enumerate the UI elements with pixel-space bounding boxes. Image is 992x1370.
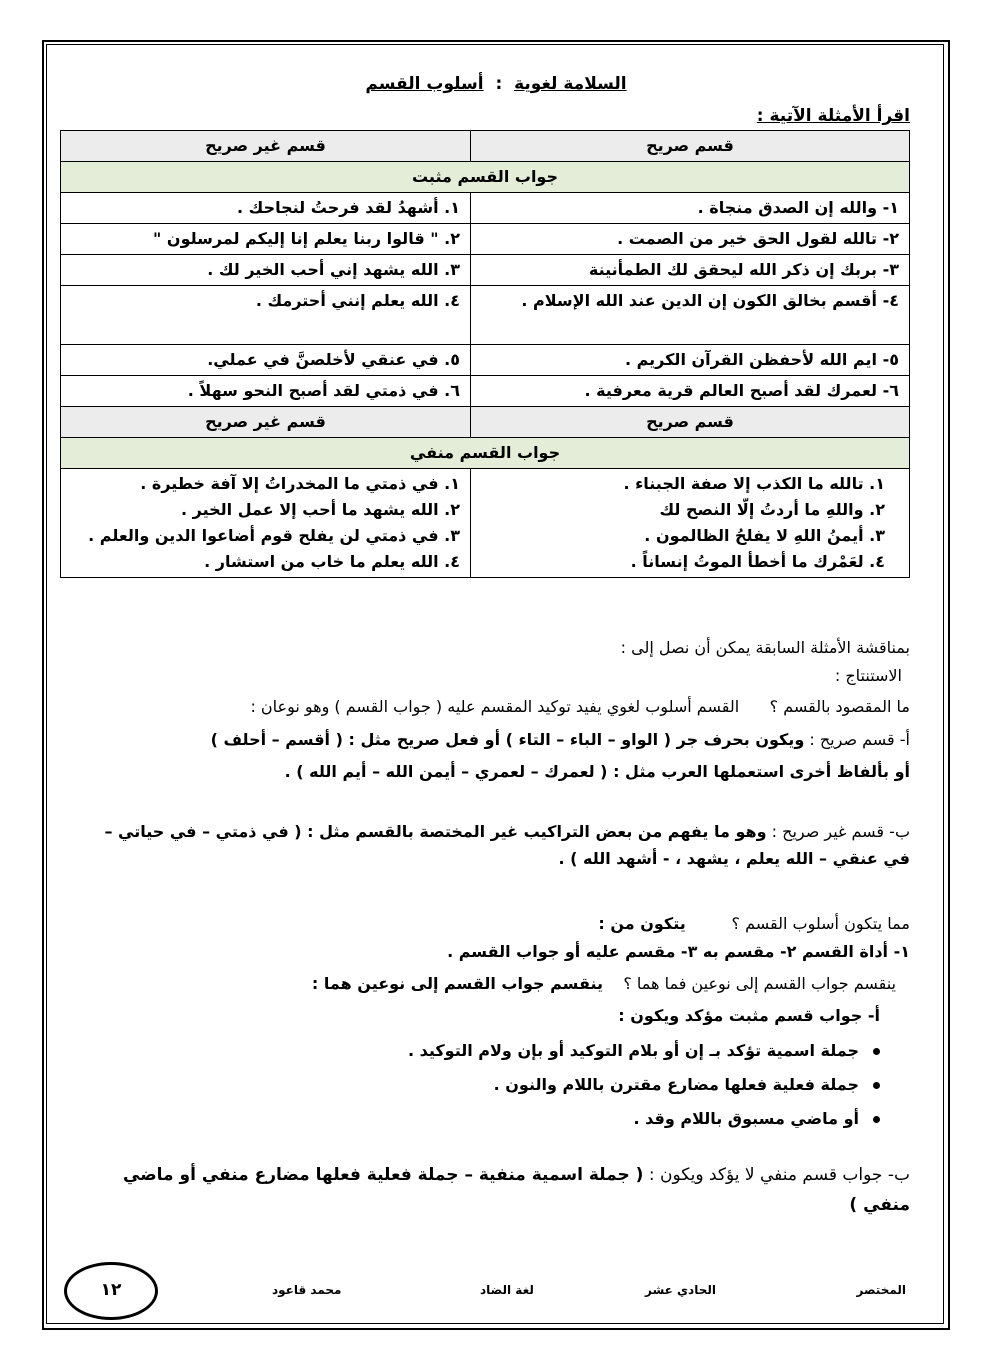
type-a-line <box>80 726 910 753</box>
page-title <box>0 74 992 94</box>
implicit-cell: ٢. " قالوا ربنا يعلم إنا إليكم لمرسلون " <box>61 224 471 255</box>
bullet-icon <box>873 1116 880 1123</box>
list-item: ٣. في ذمتي لن يفلح قوم أضاعوا الدين والعلم . <box>88 526 460 545</box>
list-item <box>50 1102 880 1136</box>
components-question <box>80 910 910 937</box>
list-item: ٤. لعَمْرك ما أخطأ الموتُ إنساناً . <box>630 552 885 571</box>
page-number: ١٢ <box>64 1262 158 1320</box>
list-item <box>50 1034 880 1068</box>
title-separator: : <box>495 74 503 94</box>
footer-author: محمد قاعود <box>272 1283 342 1297</box>
explicit-cell: ١- والله إن الصدق منجاة . <box>471 193 910 224</box>
list-item: ٣. أيمنُ اللهِ لا يفلحُ الظالمون . <box>644 526 885 545</box>
section-affirmed <box>61 162 910 193</box>
table-row <box>61 345 910 376</box>
list-item <box>50 1068 880 1102</box>
definition-line <box>80 693 910 720</box>
explicit-cell: ٦- لعمرك لقد أصبح العالم قرية معرفية . <box>471 376 910 407</box>
header-explicit: قسم صريح <box>471 131 910 162</box>
header-implicit: قسم غير صريح <box>61 407 471 438</box>
negated-text: ( جملة اسمية منفية – جملة فعلية فعلها مضارع منفي أو ماضي منفي ) <box>123 1165 910 1215</box>
negated-explicit-cell <box>471 469 910 578</box>
header-explicit: قسم صريح <box>471 407 910 438</box>
list-item: ١. تالله ما الكذب إلا صفة الجبناء . <box>623 474 885 493</box>
answer-1: القسم أسلوب لغوي يفيد توكيد المقسم عليه ( جواب القسم ) وهو نوعان : <box>250 697 740 716</box>
table-row <box>61 255 910 286</box>
type-a-text: ويكون بحرف جر ( الواو – الباء – التاء ) أو فعل صريح مثل : ( أقسم – أحلف ) <box>210 730 805 749</box>
title-prefix: السلامة لغوية <box>514 74 627 94</box>
answer-2: يتكون من : <box>598 914 686 933</box>
answer-3: ينقسم جواب القسم إلى نوعين هما : <box>311 974 603 993</box>
discussion-intro: بمناقشة الأمثلة السابقة يمكن أن نصل إلى : <box>620 638 910 657</box>
type-b-text: وهو ما يفهم من بعض التراكيب غير المختصة بالقسم مثل : ( في ذمتي – في حياتي – في عنقي – الله يعلم ، يشهد ، - أشهد الله ) . <box>104 822 910 868</box>
explicit-cell: ٣- بربك إن ذكر الله ليحقق لك الطمأنينة <box>471 255 910 286</box>
bullet-text: جملة اسمية تؤكد بـ إن أو بلام التوكيد أو بإن ولام التوكيد . <box>407 1041 859 1060</box>
section-affirmed-label: جواب القسم مثبت <box>61 162 910 193</box>
type-a-text-2: أو بألفاظ أخرى استعملها العرب مثل : ( لعمرك – لعمري – أيمن الله – أيم الله ) . <box>284 762 910 781</box>
implicit-cell: ٦. في ذمتي لقد أصبح النحو سهلاً . <box>61 376 471 407</box>
bullet-icon <box>873 1048 880 1055</box>
section-negated-label: جواب القسم منفي <box>61 438 910 469</box>
list-item: ٢. الله يشهد ما أحب إلا عمل الخير . <box>180 500 460 519</box>
implicit-cell: ٤. الله يعلم إنني أحترمك . <box>61 286 471 345</box>
negated-implicit-cell <box>61 469 471 578</box>
implicit-cell: ٥. في عنقي لأخلصنَّ في عملي. <box>61 345 471 376</box>
footer-grade: الحادي عشر <box>645 1283 716 1297</box>
table-row <box>61 193 910 224</box>
list-item: ٢. واللهِ ما أردتُ إلّا النصح لك <box>659 500 885 519</box>
type-a-label: أ- قسم صريح : <box>809 730 910 749</box>
table-header-row <box>61 131 910 162</box>
explicit-cell: ٤- أقسم بخالق الكون إن الدين عند الله الإسلام . <box>471 286 910 345</box>
table-header-row-2 <box>61 407 910 438</box>
negated-block <box>80 1160 910 1220</box>
negated-label: ب- جواب قسم منفي لا يؤكد ويكون : <box>648 1165 910 1185</box>
instruction: اقرأ الأمثلة الآتية : <box>756 106 910 126</box>
list-item: ٤. الله يعلم ما خاب من استشار . <box>204 552 460 571</box>
section-negated <box>61 438 910 469</box>
type-b-label: ب- قسم غير صريح : <box>771 822 910 841</box>
header-implicit: قسم غير صريح <box>61 131 471 162</box>
affirmed-heading: أ- جواب قسم مثبت مؤكد ويكون : <box>618 1006 880 1025</box>
table-row <box>61 286 910 345</box>
components-list: ١- أداة القسم ٢- مقسم به ٣- مقسم عليه أو جواب القسم . <box>447 942 910 961</box>
list-item: ١. في ذمتي ما المخدراتُ إلا آفة خطيرة . <box>140 474 460 493</box>
conclusion-label: الاستنتاج : <box>834 666 902 685</box>
negated-row <box>61 469 910 578</box>
affirmed-bullets <box>50 1034 880 1136</box>
question-3: ينقسم جواب القسم إلى نوعين فما هما ؟ <box>623 974 896 993</box>
implicit-cell: ١. أشهدُ لقد فرحتُ لنجاحك . <box>61 193 471 224</box>
table-row <box>61 224 910 255</box>
type-b-block <box>80 818 910 872</box>
explicit-cell: ٢- تالله لقول الحق خير من الصمت . <box>471 224 910 255</box>
footer-publisher: المختصر <box>856 1283 906 1297</box>
question-2: مما يتكون أسلوب القسم ؟ <box>731 914 910 933</box>
bullet-text: أو ماضي مسبوق باللام وقد . <box>633 1109 859 1128</box>
footer-subject: لغة الضاد <box>480 1283 534 1297</box>
title-topic: أسلوب القسم <box>365 74 484 94</box>
implicit-cell: ٣. الله يشهد إني أحب الخير لك . <box>61 255 471 286</box>
bullet-text: جملة فعلية فعلها مضارع مقترن باللام والنون . <box>493 1075 859 1094</box>
divisions-question <box>66 970 896 997</box>
table-row <box>61 376 910 407</box>
explicit-cell: ٥- ايم الله لأحفظن القرآن الكريم . <box>471 345 910 376</box>
bullet-icon <box>873 1082 880 1089</box>
examples-table <box>60 130 910 578</box>
question-1: ما المقصود بالقسم ؟ <box>769 697 910 716</box>
